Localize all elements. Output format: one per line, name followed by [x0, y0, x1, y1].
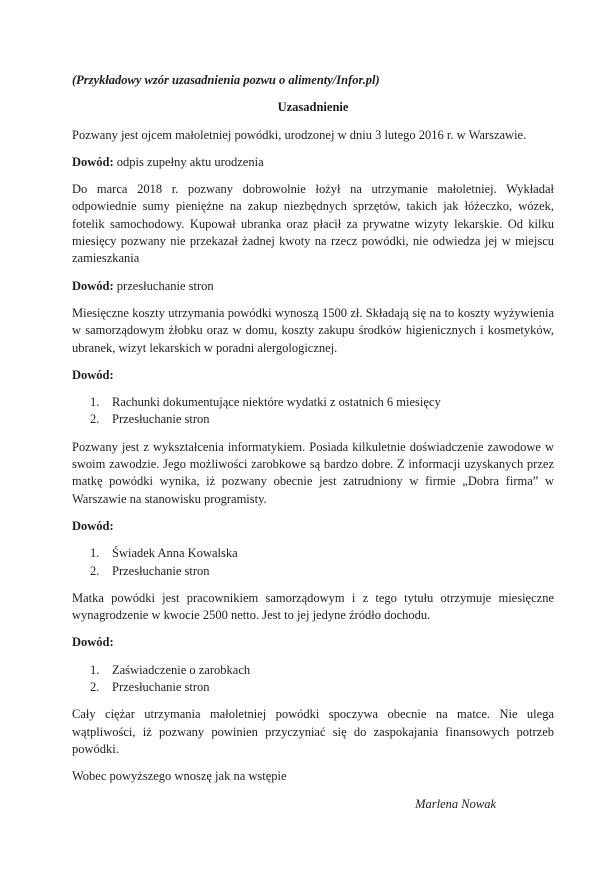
evidence-item-text: Świadek Anna Kowalska — [112, 546, 238, 561]
evidence-label: Dowód: — [72, 635, 114, 650]
evidence-item — [72, 563, 554, 580]
paragraph-parentage: Pozwany jest ojcem małoletniej powódki, urodzonej w dniu 3 lutego 2016 r. w Warszawie. — [72, 127, 527, 142]
evidence-item-number: 2. — [90, 563, 100, 578]
evidence-item — [72, 679, 554, 696]
signature: Marlena Nowak — [415, 796, 496, 811]
paragraph-support-history: Do marca 2018 r. pozwany dobrowolnie łożył na utrzymanie małoletniej. Wykładał odpowiednie sumy pieniężne na zakup niezbędnych sprzętów, takich jak łóżeczko, wózek, fotelik samochodowy. Kupował ubranka oraz płacił za prywatne wizyty lekarskie. Od kilku miesięcy pozwany nie przekazał żadnej kwoty na rzecz powódki, nie odwiedza jej w miejscu zamieszkania — [72, 182, 554, 266]
intro-note: (Przykładowy wzór uzasadnienia pozwu o alimenty/Infor.pl) — [72, 73, 380, 87]
evidence-label: Dowód: — [72, 278, 114, 293]
paragraph-closing: Wobec powyższego wnoszę jak na wstępie — [72, 769, 287, 784]
evidence-list-income — [72, 662, 554, 697]
paragraph-monthly-costs: Miesięczne koszty utrzymania powódki wynoszą 1500 zł. Składają się na to koszty wyżywienia w samorządowym żłobku oraz w domu, koszty zakupu środków higienicznych i kosmetyków, ubranek, wizyt lekarskich w poradni alergologicznej. — [72, 305, 554, 355]
evidence-text: przesłuchanie stron — [116, 278, 214, 293]
evidence-item-text: Przesłuchanie stron — [112, 412, 210, 427]
evidence-item-text: Zaświadczenie o zarobkach — [112, 662, 251, 677]
paragraph-burden: Cały ciężar utrzymania małoletniej powódki spoczywa obecnie na matce. Nie ulega wątpliwości, iż pozwany powinien przyczyniać się do zaspokajania finansowych potrzeb powódki. — [72, 707, 554, 756]
evidence-item-number: 2. — [90, 680, 100, 695]
evidence-list-costs — [72, 394, 554, 429]
evidence-item-number: 2. — [90, 412, 100, 427]
evidence-label: Dowód: — [72, 154, 114, 169]
evidence-label: Dowód: — [72, 367, 114, 382]
evidence-item — [72, 545, 554, 562]
evidence-item — [72, 394, 554, 411]
evidence-item-number: 1. — [90, 546, 100, 561]
evidence-label: Dowód: — [72, 518, 114, 533]
paragraph-defendant-employment: Pozwany jest z wykształcenia informatykiem. Posiada kilkuletnie doświadczenie zawodowe w swoim zawodzie. Jego możliwości zarobkowe są bardzo dobre. Z informacji uzyskanych przez matkę powódki wynika, iż pozwany obecnie jest zatrudniony w firmie „Dobra firma” w Warszawie na stanowisku programisty. — [72, 439, 554, 506]
evidence-list-employment — [72, 545, 554, 580]
paragraph-mother-income: Matka powódki jest pracownikiem samorządowym i z tego tytułu otrzymuje miesięczne wynagrodzenie w kwocie 2500 netto. Jest to jej jedyne źródło dochodu. — [72, 590, 554, 623]
evidence-item-number: 1. — [90, 662, 100, 677]
evidence-item-text: Rachunki dokumentujące niektóre wydatki z ostatnich 6 miesięcy — [112, 395, 441, 410]
document-title: Uzasadnienie — [277, 100, 349, 115]
evidence-item-text: Przesłuchanie stron — [112, 563, 210, 578]
evidence-item-text: Przesłuchanie stron — [112, 680, 210, 695]
evidence-text: odpis zupełny aktu urodzenia — [116, 154, 264, 169]
evidence-line-hearing — [72, 278, 554, 295]
evidence-item — [72, 411, 554, 428]
evidence-line-birth-certificate — [72, 154, 554, 171]
evidence-item — [72, 662, 554, 679]
evidence-item-number: 1. — [90, 395, 100, 410]
